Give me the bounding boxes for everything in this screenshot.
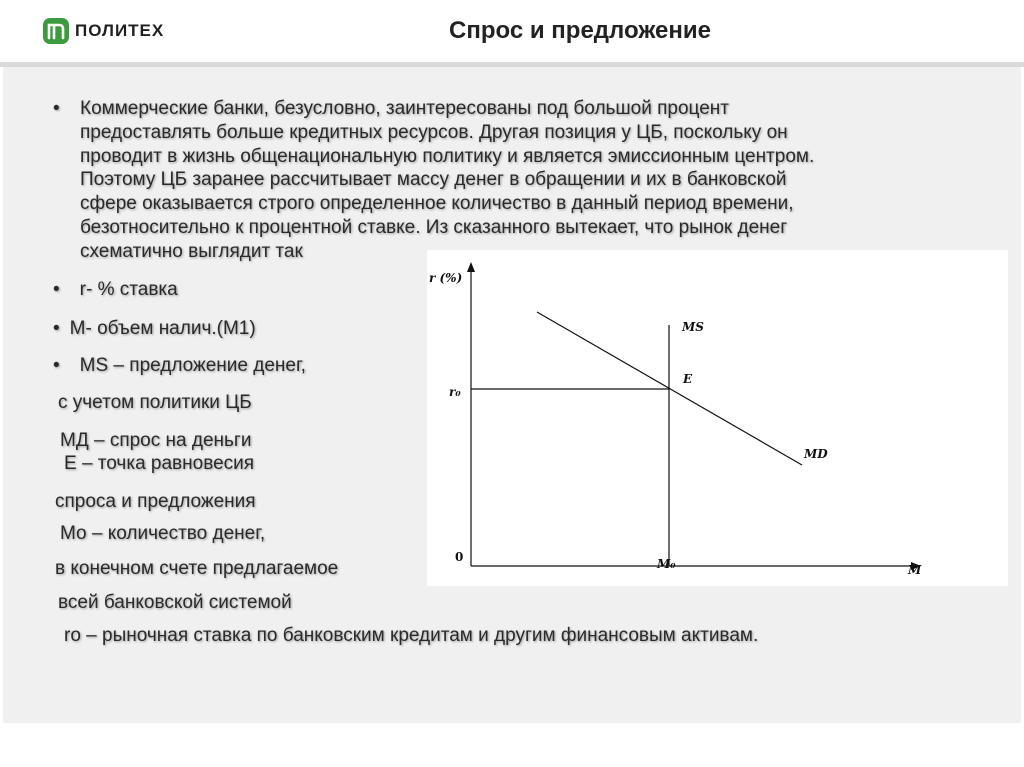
money-market-graph — [427, 250, 1008, 586]
line-ro: rо – рыночная ставка по банковским кредитам и другим финансовым активам. — [64, 625, 759, 646]
md-label: MD — [804, 447, 828, 461]
y-axis-arrow-icon — [467, 262, 475, 272]
e-label: E — [683, 372, 693, 386]
logo — [43, 17, 164, 45]
bullet-icon: • — [53, 355, 60, 376]
paragraph-line: предоставлять больше кредитных ресурсов. Другая позиция у ЦБ, поскольку он — [80, 121, 788, 143]
page-title: Спрос и предложение — [449, 17, 711, 44]
x-axis-label: M — [908, 563, 922, 577]
line-final: в конечном счете предлагаемое — [55, 558, 339, 579]
line-md: МД – спрос на деньги — [60, 430, 252, 451]
line-supply-demand: спроса и предложения — [55, 491, 256, 512]
bullet-item-ms — [53, 355, 306, 377]
line-mo: Мо – количество денег, — [60, 523, 266, 544]
line-policy: с учетом политики ЦБ — [58, 392, 252, 413]
paragraph-line: схематично выглядит так — [80, 240, 303, 262]
origin-label: 0 — [455, 550, 464, 564]
paragraph-line: сфере оказывается строго определенное количество в данный период времени, — [80, 193, 794, 215]
bullet-icon: • — [53, 279, 60, 300]
line-system: всей банковской системой — [58, 592, 292, 613]
m0-label: M₀ — [657, 557, 676, 571]
bullet-r-text: r- % ставка — [79, 279, 178, 300]
paragraph-line: Коммерческие банки, безусловно, заинтересованы под большой процент — [80, 98, 729, 119]
ms-label: MS — [682, 320, 704, 334]
bullet-m-text: М- объем налич.(М1) — [69, 318, 256, 339]
politech-logo-icon — [43, 18, 69, 44]
y-axis-label: r (%) — [429, 271, 463, 285]
r0-label: r₀ — [449, 385, 461, 399]
logo-text: ПОЛИТЕХ — [75, 21, 165, 40]
graph-svg — [427, 250, 1008, 586]
header-bar — [0, 0, 1024, 62]
paragraph-line: Поэтому ЦБ заранее рассчитывает массу денег в обращении и их в банковской — [80, 169, 787, 191]
bullet-icon: • — [53, 98, 60, 119]
footer-area — [0, 723, 1024, 767]
paragraph-line: безотносительно к процентной ставке. Из сказанного вытекает, что рынок денег — [80, 216, 788, 238]
bullet-icon: • — [53, 318, 60, 339]
bullet-item-r — [53, 279, 178, 301]
line-e: Е – точка равновесия — [64, 453, 255, 474]
paragraph-line: проводит в жизнь общенациональную политику и является эмиссионным центром. — [80, 145, 815, 167]
bullet-item-m — [53, 318, 256, 340]
bullet-ms-text: MS – предложение денег, — [79, 355, 306, 376]
intro-paragraph — [53, 97, 933, 264]
